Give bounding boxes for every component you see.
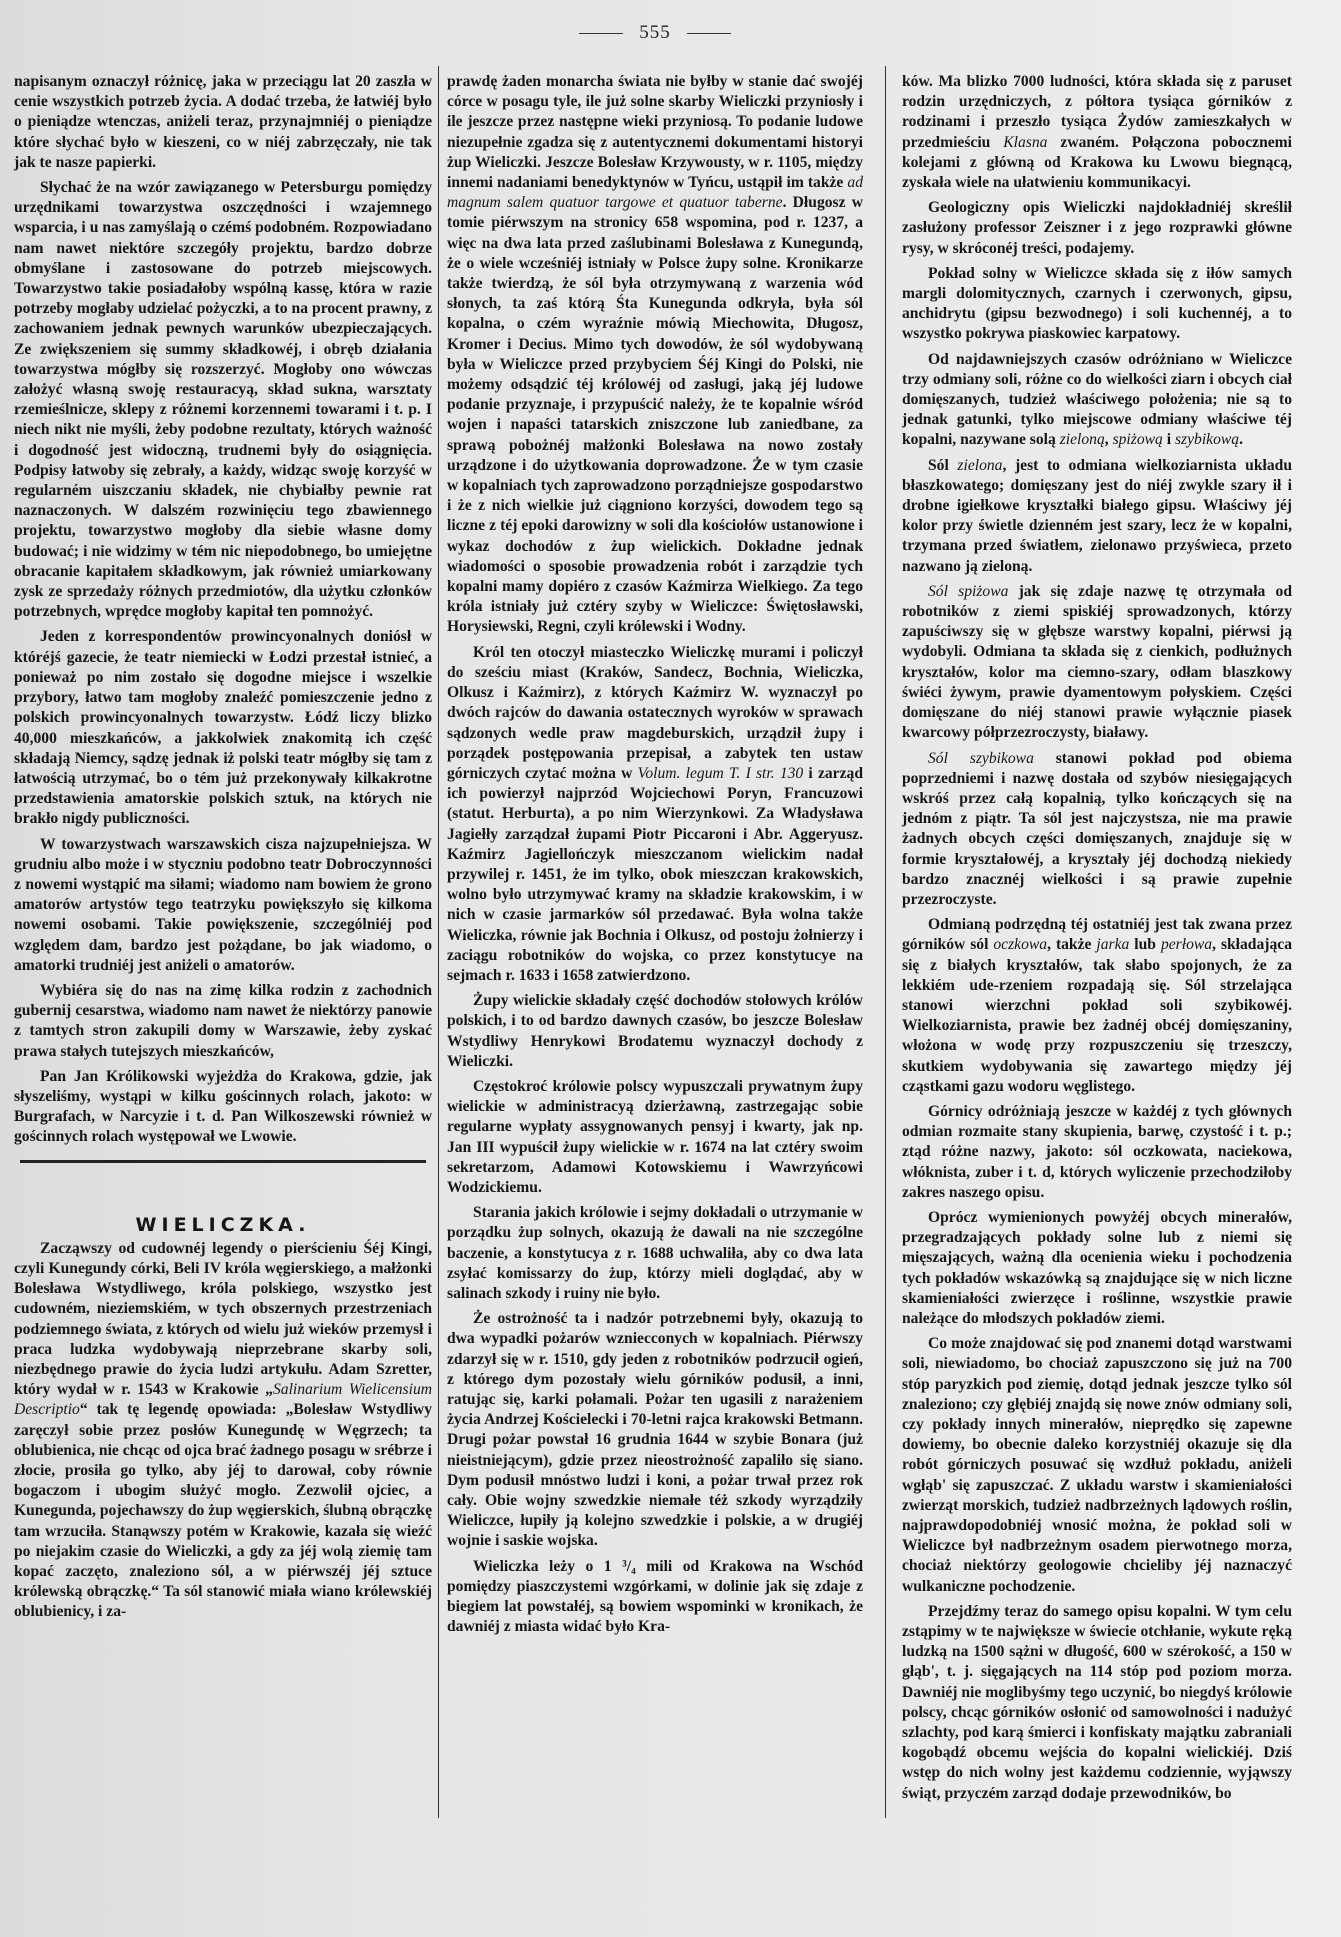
text-run: Częstokroć królowie polscy wypuszczali prywatnym żupy wielickie w administracyą dzierżawną, zastrzegając sobie regularne wypłaty assygnowanych pensyj i kwarty, jak np. Jan III wypuścił żupy wielickie w r. 1674 na lat cztéry swoim sekretarzom, Adamowi Kotowskiemu i Wawrzyńcowi Wodzickiemu.	[447, 1077, 863, 1196]
paragraph	[447, 72, 863, 638]
page-number	[560, 22, 750, 44]
text-run: zwaném. Połączona pobocznemi kolejami z główną od Krakowa ku Lwowu biegnącą, zyskała wiele na ułatwieniu kommunikacyi.	[902, 133, 1292, 192]
paragraph	[14, 627, 432, 829]
text-run: Wieliczka leży o 1 ³/₄ mili od Krakowa na Wschód pomiędzy piaszczystemi wzgórkami, w dolinie jak się zdaje z biegiem lat powstałéj, są bowiem wspominki w kronikach, że dawniéj z miasta widać było Kra-	[447, 1557, 863, 1636]
text-run: W towarzystwach warszawskich cisza najzupełniejsza. W grudniu albo może i w styczniu podobno teatr Dobroczynności z nowemi wystąpić ma siłami; wiadomo nam bowiem że grono amatorów artystów tego teatrzyku powiększyło się kilkoma nowemi osobami. Takie powiększenie, szczególniéj pod względem dam, bardzo jest pożądane, bo jak wiadomo, o amatorki trudniéj jest aniżeli o amatorów.	[14, 835, 432, 974]
italic-text-run: spiżową	[1112, 431, 1163, 449]
paragraph	[447, 1077, 863, 1198]
text-run: Sól	[928, 456, 958, 474]
text-run: Geologiczny opis Wieliczki najdokładniéj skreślił zasłużony professor Zeiszner i z jego rozprawki główne rysy, w skróconéj treści, podajemy.	[902, 199, 1292, 257]
text-run: , jest to odmiana wielkoziarnista układu błaszkowatego; domięszany jest do niéj zwykle szary ił i drobne igiełkowe kryształki białego gipsu. Właściwy jéj kolor przy świetle dzienném jest szary, lecz że w kopalni, trzymana przed światłem, zielonawo przyświeca, przeto nazwano ją zieloną.	[902, 456, 1292, 575]
paragraph	[902, 264, 1292, 345]
paragraph	[902, 1102, 1292, 1203]
paragraph	[902, 749, 1292, 911]
article-heading: WIELICZKA.	[135, 1213, 311, 1236]
text-run: Górnicy odróżniają jeszcze w każdéj z tych głównych odmian rozmaite stany skupienia, barwę, czystość i t. p.; ztąd różne nazwy, jakoto: sól oczkowata, naciekowa, włóknista, zuber i t. d, których wyliczenie przechodziłoby zakres naszego opisu.	[902, 1102, 1292, 1201]
text-run: , składająca się z białych kryształów, tak słabo spojonych, że za lekkiém ude-rzeniem rozpadają się. Sól strzelająca stanowi wierzchni pokład soli szybikowéj. Wielkoziarnista, prawie bez żadnéj obcéj domięszaniny, włożona w wodę przy rozpuszczeniu się trzeszczy, skutkiem wydobywania się zawartego między jéj cząstkami gazu wodoru węglistego.	[902, 936, 1292, 1095]
text-run: jak się zdaje nazwę tę otrzymała od robotników z ziemi spiskiéj sprowadzonych, którzy zapuściwszy się w głębsze warstwy kopalni, piérwsi ją wydobyli. Odmiana ta składa się z cienkich, podłużnych kryształów, kolor ma ciemno-szary, odłam blaszkowy świéci żywym, prawie dyamentowym połyskiem. Części domięszane do niéj stanowi prawie wyłącznie piasek kwarcowy półprzezroczysty, białawy.	[902, 582, 1292, 742]
paragraph	[14, 835, 432, 976]
text-run: Odmianą podrzędną téj ostatniéj jest tak zwana przez górników sól	[902, 916, 1292, 954]
text-run: Co może znajdować się pod znanemi dotąd warstwami soli, niewiadomo, bo chociaż zapuszczono się już na 700 stóp paryzkich pod ziemię, dotąd jednak jeszcze tylko sól znaleziono; czy głębiéj znajdą się nowe znów odmiany soli, czy pokłady innych minerałów, nieprędko się zapewne dowiemy, bo obecnie daleko korzystniéj okazuje się dla robót górniczych posuwać się wzdłuż pokładu, aniżeli wgłąb' się zapuszczać. Z układu warstw i skamieniałości zwierząt morskich, tudzież nadbrzeżnych lądowych roślin, najprawdopodobniéj wnosić można, że pokład soli w Wieliczce był nadbrzeżnym osadem pierwotnego morza, chociaż niektórzy geologowie chcieliby jéj naznaczyć wulkaniczne pochodzenie.	[902, 1335, 1292, 1595]
text-run: stanowi pokład pod obiema poprzedniemi i nazwę dostała od szybów niesięgających wskróś przez całą kopalnią, tylko kończących się na jednóm z piątr. Ta sól jest najczystsza, nie ma prawie żadnych obcych części domięszanych, znajduje się w formie kryształowéj, a kryształy jéj dochodzą niekiedy bardzo znacznéj wielkości i są prawie zupełnie przezroczyste.	[902, 749, 1293, 908]
column-1	[14, 72, 432, 1628]
text-run: Przejdźmy teraz do samego opisu kopalni. W tym celu zstąpimy w te największe w świecie otchłanie, wykute ręką ludzką na 1500 sążni w długość, 600 w szérokość, a 150 w głąb', t. j. sięgających na 114 stóp pod poziom morza. Dawniéj nie moglibyśmy tego uczynić, bo niegdyś królowie polscy, chcąc górników osłonić od samowolności i nadużyć szlachty, pod karą śmierci i konfiskaty majątku zabraniali kogobądź obcemu wejścia do kopalni wielickiéj. Dziś wstęp do nich wolny jest każdemu codziennie, wyjąwszy świąt, przyczém zarząd dodaje przewodników, bo	[902, 1602, 1292, 1802]
text-section	[447, 72, 863, 1637]
text-run: Pan Jan Królikowski wyjeżdża do Krakowa, gdzie, jak słyszeliśmy, wystąpi w kilku gościnnych rolach, jakoto: w Burgrafach, w Narcyzie i t. d. Pan Wilkoszewski również w gościnnych rolach występował we Lwowie.	[14, 1067, 432, 1146]
paragraph	[902, 1602, 1292, 1804]
text-run: Że ostrożność ta i nadzór potrzebnemi były, okazują to dwa wypadki pożarów wzniecconych w kopalniach. Piérwszy zdarzył się w r. 1510, gdy jeden z robotników podrzucił ogień, z którego dym pozostały wielu górników podusił, a inni, ratując się, karki połamali. Pożar ten ugasili z narażeniem życia Andrzej Kościelecki i 70-letni rajca krakowski Betmann. Drugi pożar powstał 16 grudnia 1644 w szybie Bonara (już nieistniejącym), gdzie przez nieostrożność zapaliło się siano. Dym podusił mnóstwo ludzi i koni, a pożar trwał przez rok cały. Obie wojny szwedzkie niemałe téż szkody wyrządziły Wieliczce, łupiły ją kolejno szwedzkie i polskie, a w drugiéj wojnie i saskie wojska.	[447, 1310, 863, 1550]
italic-text-run: szybikową	[1174, 431, 1240, 449]
italic-text-run: Sól szybikowa	[928, 749, 1034, 767]
text-run: Król ten otoczył miasteczko Wieliczkę murami i policzył do sześciu miast (Kraków, Sandecz, Bochnia, Wieliczka, Olkusz i Kaźmirz), z których Kaźmirz W. wyznaczył po dwóch rajców do dawania ostatecznych wyroków w sprawach sądzonych wedle praw magdeburskich, urządził żupy i porządek postępowania przepisał, a zabytek ten ustaw górniczych czytać można w	[447, 643, 863, 782]
text-run: Oprócz wymienionych powyżéj obcych minerałów, przegradzających pokłady solne lub z niemi się mięszających, ważną dla ocenienia wieku i pochodzenia tych pokładów wskazówką są znajdujące się w nich liczne skamieniałości zwierzęce i roślinne, wszystkie prawie należące do młodszych pokładów ziemi.	[902, 1208, 1292, 1327]
text-run: .	[1239, 431, 1243, 449]
column-rule-2	[885, 66, 886, 1818]
text-run: Słychać że na wzór zawiązanego w Petersburgu pomiędzy urzędnikami towarzystwa oszczędności i wzajemnego wsparcia, i u nas zamyślają o czémś podobném. Rozpowiadano nam nawet niektóre szczegóły projektu, bardzo dobrze obmyślane i zastosowane do potrzeb miejscowych. Towarzystwo takie posiadałoby wspólną kassę, która w razie potrzeby mogłaby udzielać pożyczki, a to na procent prawny, z zachowaniem jednak pewnych warunków ubezpieczających. Ze zwiększeniem się summy składkowéj, i obręb działania towarzystwa mógłby się rozszerzyć. Mogłoby ono wówczas założyć własną swoję restauracyą, skład sukna, warsztaty rzemieślnicze, sklepy z różnemi korzennemi towarami i t. p. I niech nikt nie myśli, żeby podobne rezultaty, których ważność i dogodność jest widoczną, trudnemi były do osiągnięcia. Podpisy łatwoby się zebrały, a każdy, widząc swoję korzyść w regularném uiszczaniu składek, nie chybiałby pewnie rat naznaczonych. W dalszém rozwinięciu tego zbawiennego projektu, towarzystwo mogłoby dla siebie własne domy budować; i nie widzimy w tém nic niepodobnego, bo umiejętne obracanie kapitałem składkowym, jak również umiarkowany zysk ze sprzedaży różnych przedmiotów, dla użytku członków potrzebnych, wprędce mogłoby kapitał ten pomnożyć.	[14, 179, 432, 621]
paragraph	[447, 991, 863, 1072]
paragraph	[447, 1203, 863, 1304]
section-divider	[20, 1160, 426, 1163]
column-2	[447, 72, 863, 1642]
text-section	[14, 1239, 432, 1623]
text-run: prawdę żaden monarcha świata nie byłby w stanie dać swojéj córce w posagu tyle, ile już solne skarby Wieliczki przyniosły i ile jeszcze przez następne wieki przyniosą. To podanie ludowe niezupełnie zgadza się z autentycznemi dokumentami historyi żup Wieliczki. Jeszcze Bolesław Krzywousty, w r. 1105, między innemi nadaniami benedyktynów w Tyńcu, ustąpił im także	[447, 73, 863, 192]
italic-text-run: ad magnum salem quatuor targowe et quatuor taberne	[447, 174, 863, 212]
page-number-text: 555	[639, 22, 671, 43]
text-run: . Długosz w tomie piérwszym na stronicy 658 wspomina, pod r. 1237, a więc na dwa lata przed zaślubinami Bolesława z Kunegundą, że o wiele wcześniéj istniały w Polsce żupy solne. Kronikarze także twierdzą, że sól była otrzymywaną z warzenia wód słonych, ta zaś którą Śta Kunegunda odkryła, była sól kopalna, o czém wyraźnie mówią Miechowita, Długosz, Kromer i Decius. Mimo tych dowodów, że sól wydobywaną była w Wieliczce przed przybyciem Śéj Kingi do Polski, nie możemy odsądzić téj królowéj od zasługi, jaką jéj ludowe podanie przyznaje, i przypuścić należy, że te kopalnie wśród wojen i napaści tatarskich zniszczone lub zaniedbane, za sprawą pobożnéj małżonki Bolesława na nowo zostały urządzone i do użytkowania doprowadzone. Że w tym czasie w kopalniach tych zaprowadzono porządniejsze gospodarstwo i że z nich wielkie już ciągniono korzyści, dowodem tego są liczne z téj epoki darowizny w soli dla kościołów ustanowione i wykaz dochodów z żup wielickich. Dokładne jednak wiadomości o sposobie prowadzenia robót i zarządzie tych kopalni mamy dopiéro z czasów Kaźmirza Wielkiego. Za tego króla istniały już cztéry szyby w Wieliczce: Świętosławski, Horysiewski, Regni, czyli królewski i Wodny.	[447, 194, 863, 636]
paragraph	[902, 72, 1292, 193]
paragraph	[14, 1239, 432, 1623]
italic-text-run: Volum. legum T. I str. 130	[637, 764, 804, 782]
italic-text-run: Sól spiżowa	[928, 582, 1009, 600]
text-run: Od najdawniejszych czasów odróżniano w Wieliczce trzy odmiany soli, różne co do wielkości ziarn i obcych ciał domięszanych, tudzież właściwego położenia; nie są to jednak gatunki, tylko miejscowe odmiany właściwe téj kopalni, nazywane solą	[902, 350, 1292, 449]
text-run: Jeden z korrespondentów prowincyonalnych doniósł w któréjś gazecie, że teatr niemiecki w Łodzi przestał istnieć, a ponieważ po nim zostało się dogodne miejsce i wszelkie przybory, łatwo tam mogłoby znaleźć pomieszczenie jedno z polskich prowincyonalnych towarzystw. Łódź liczy blizko 40,000 mieszkańców, a jakkolwiek znakomitą ich część składają Niemcy, sądzę jednak iż polski teatr mógłby się tam z łatwością utrzymać, bo o tém już przekonywały kilkakrotne przedstawienia amatorskie polskich sztuk, na których nie brakło nigdy publiczności.	[14, 628, 432, 828]
italic-text-run: oczkowa	[993, 936, 1048, 954]
paragraph	[14, 981, 432, 1062]
italic-text-run: zielona	[957, 456, 1003, 474]
italic-text-run: jarka	[1096, 936, 1130, 954]
paragraph	[447, 643, 863, 986]
paragraph	[902, 915, 1292, 1097]
page-number-dash-right	[687, 33, 731, 34]
text-run: i zarząd ich powierzył najprzód Wojciechowi Poryn, Francuzowi (statut. Herburta), a po nim Wierzynkowi. Za Władysława Jagiełły zarządzał żupami Piotr Piccaroni i Abr. Aggeryusz. Kaźmirz Jagiellończyk mieszczanom wielickim nadał przywilej r. 1451, że im tylko, obok mieszczan krakowskich, wolno było utrzymywać kramy na składzie krakowskim, i w nich w czasie jarmarków sól przedawać. Była wolna także Wieliczka, równie jak Bochnia i Olkusz, od postoju żołnierzy i zaciągu robotników do wojska, co przez konstytucye na sejmach r. 1633 i 1658 zatwierdzono.	[447, 764, 863, 984]
page-number-dash-left	[579, 33, 623, 34]
text-run: Starania jakich królowie i sejmy dokładali o utrzymanie w porządku żup solnych, okazują że dawali na nie szczególne baczenie, a konstytucya z r. 1688 uchwaliła, aby co dwa lata zsyłać komissarzy do żup, którzy mieli doglądać, aby w salinach szkody i ruiny nie było.	[447, 1204, 863, 1302]
paragraph	[902, 198, 1292, 259]
italic-text-run: zieloną	[1059, 431, 1105, 449]
paragraph	[14, 178, 432, 622]
paragraph	[902, 350, 1292, 451]
text-run: Pokład solny w Wieliczce składa się z iłów samych margli dolomitycznych, czarnych i czerwonych, gipsu, anchidrytu (gipsu bezwodnego) i soli kuchennéj, a to wszystko pokrywa piaskowiec karpatowy.	[902, 264, 1292, 343]
text-run: “ tak tę legendę opowiada: „Bolesław Wstydliwy zaręczył sobie przez posłów Kunegundę w Węgrzech; ta oblubienica, nie chcąc od ojca brać żadnego posagu w srébrze i złocie, prosiła go tylko, aby jéj to darował, coby równie bogaczom i ubogim służyć mogło. Zezwolił ojciec, a Kunegunda, pojechawszy do żup węgierskich, ślubną obrączkę tam wrzuciła. Stanąwszy potém w Krakowie, kazała się wieźć po niejakim czasie do Wieliczki, a gdy za jéj wolą ziemię tam kopać zaczęto, znaleziono sól, a w piérwszéj jéj sztuce królewską obrączkę.“ Ta sól stanowić miała wiano królewskiéj oblubienicy, i za-	[14, 1401, 432, 1621]
paragraph	[14, 72, 432, 173]
paragraph	[902, 456, 1292, 577]
text-run: ków. Ma blizko 7000 ludności, która składa się z paruset rodzin urzędniczych, z półtora tysiąca górników z rodzinami i przeszło tysiąca Żydów zamieszkałych w przedmieściu	[902, 73, 1292, 151]
text-run: Zacząwszy od cudownéj legendy o pierścieniu Śéj Kingi, czyli Kunegundy córki, Beli IV króla węgierskiego, a małżonki Bolesława Wstydliwego, króla polskiego, wszystko jest cudowném, nieziemskiém, w tych obszernych przestrzeniach podziemnego świata, z których od wielu już wieków przemysł i praca ludzka wydobywają nieprzebrane skarby soli, niezbędnego prawie do życia ludzi artykułu. Adam Szretter, który wydał w r. 1543 w Krakowie „	[14, 1239, 432, 1399]
paragraph	[14, 1067, 432, 1148]
text-run: Wybiéra się do nas na zimę kilka rodzin z zachodnich gubernij cesarstwa, wiadomo nam nawet że niektórzy panowie z tamtych stron zakupili domy w Warszawie, żeby zyskać prawa stałych tutejszych mieszkańców,	[14, 981, 432, 1060]
paragraph	[902, 1334, 1292, 1597]
italic-text-run: Salinarium Wielicensium Descriptio	[14, 1381, 432, 1419]
italic-text-run: perłowa	[1160, 936, 1213, 954]
text-run: lub	[1129, 936, 1161, 954]
text-section	[902, 72, 1292, 1804]
text-section	[14, 72, 432, 1148]
text-run: ,	[1104, 431, 1113, 449]
paragraph	[902, 1208, 1292, 1329]
column-rule-1	[438, 66, 439, 1818]
text-run: , także	[1047, 936, 1097, 954]
paragraph	[447, 1309, 863, 1551]
column-3	[902, 72, 1292, 1809]
text-run: i	[1162, 431, 1175, 449]
text-run: napisanym oznaczył różnicę, jaka w przeciągu lat 20 zaszła w cenie wszystkich potrzeb życia. A dodać trzeba, że łatwiéj było o pieniądze wtenczas, aniżeli teraz, przynajmniéj o pieniądze które słychać było w kieszeni, co w niéj zabrzęczały, nie tak jak te nasze papierki.	[14, 73, 432, 171]
paragraph	[902, 582, 1292, 744]
paragraph	[447, 1557, 863, 1638]
text-run: Żupy wielickie składały część dochodów stołowych królów polskich, i to od bardzo dawnych czasów, bo jeszcze Bolesław Wstydliwy Henrykowi Brodatemu wyznaczył dochody z Wieliczki.	[447, 992, 863, 1070]
italic-text-run: Klasna	[1003, 133, 1048, 151]
